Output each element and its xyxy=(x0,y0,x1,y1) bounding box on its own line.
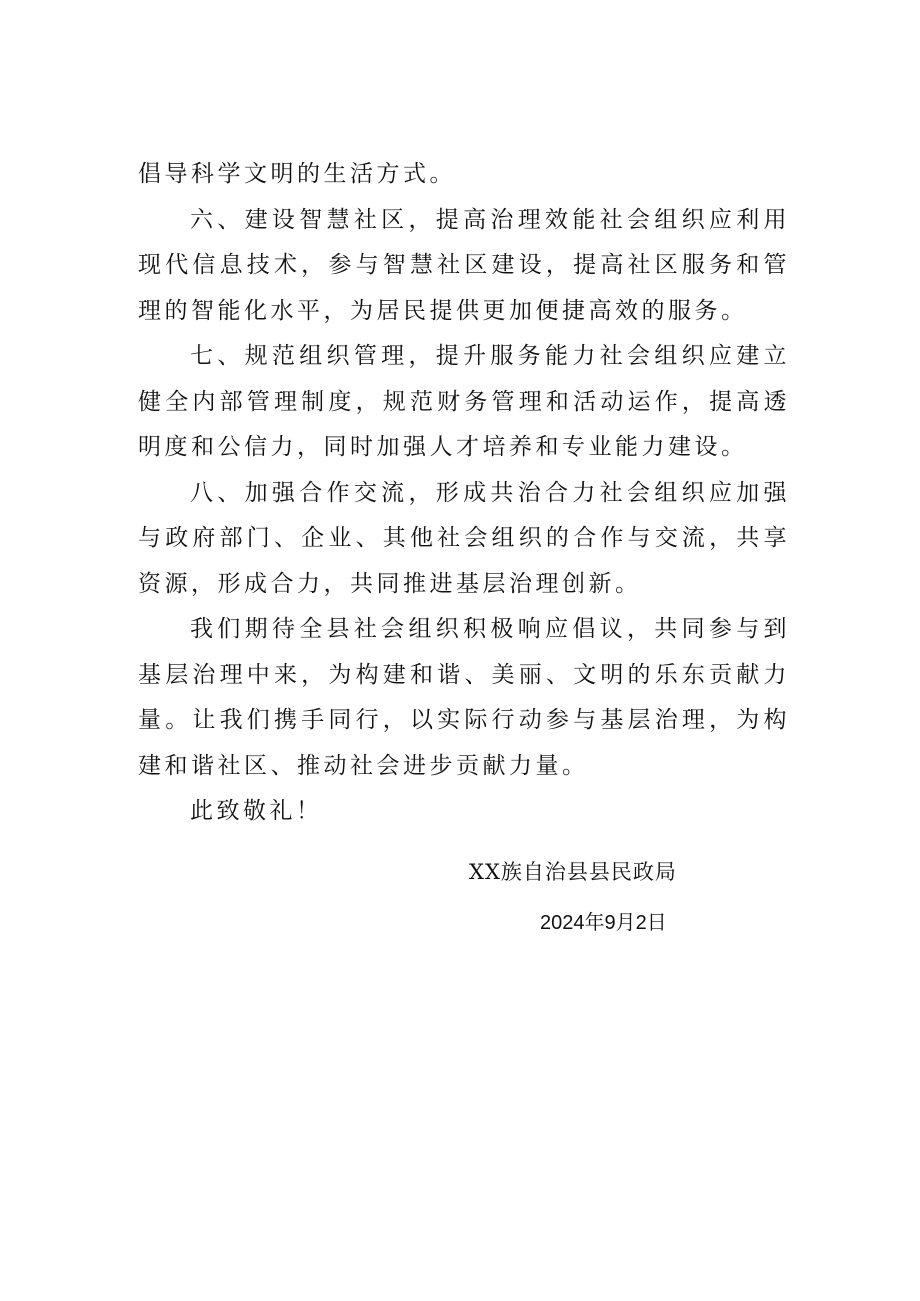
paragraph-salutation: 此致敬礼！ xyxy=(190,798,323,824)
paragraph-closing: 我们期待全县社会组织积极响应倡议，共同参与到基层治理中来，为构建和谐、美丽、文明的乐东贡献力量。让我们携手同行，以实际行动参与基层治理，为构建和谐社区、推动社会进步贡献力量。 xyxy=(138,616,790,779)
paragraph-item-8: 八、加强合作交流，形成共治合力社会组织应加强与政府部门、企业、其他社会组织的合作与交流，共享资源，形成合力，共同推进基层治理创新。 xyxy=(138,479,790,597)
signature-date: 2024年9月2日 xyxy=(540,912,667,934)
signature-organization: XX族自治县县民政局 xyxy=(469,860,677,884)
document-body xyxy=(138,152,790,835)
paragraph-item-7: 七、规范组织管理，提升服务能力社会组织应建立健全内部管理制度，规范财务管理和活动运作，提高透明度和公信力，同时加强人才培养和专业能力建设。 xyxy=(138,343,790,460)
paragraph-item-6: 六、建设智慧社区，提高治理效能社会组织应利用现代信息技术，参与智慧社区建设，提高社区服务和管理的智能化水平，为居民提供更加便捷高效的服务。 xyxy=(138,206,790,324)
paragraph-continuation: 倡导科学文明的生活方式。 xyxy=(138,161,456,187)
